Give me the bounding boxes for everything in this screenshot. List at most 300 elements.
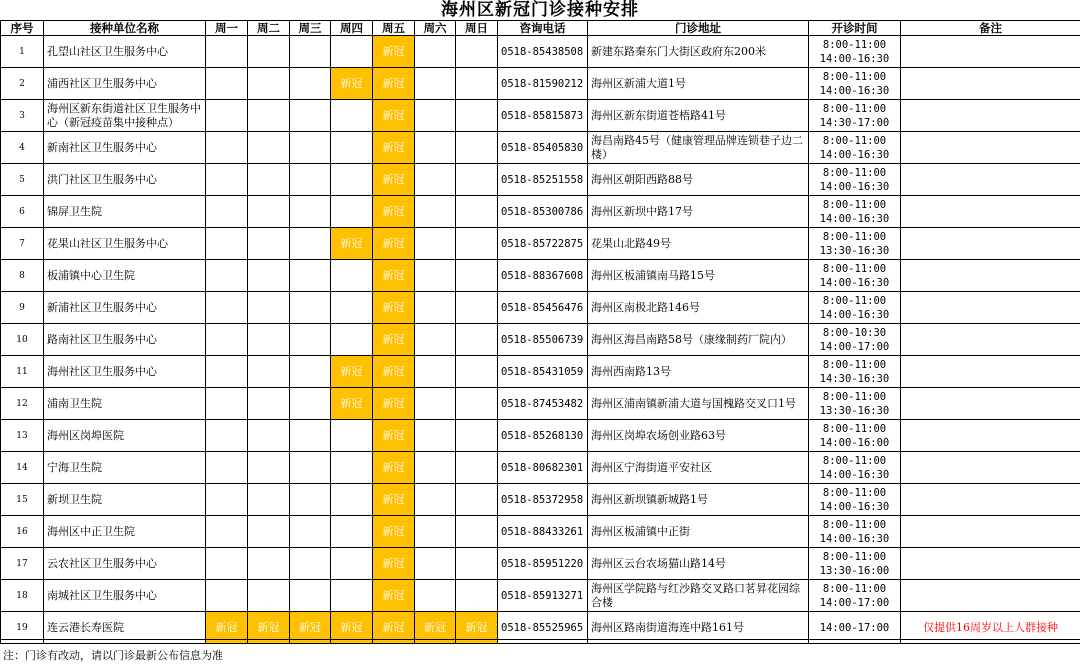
table-row <box>1 68 1080 100</box>
day-cell-wed <box>290 548 331 580</box>
header-name: 接种单位名称 <box>44 21 206 36</box>
phone-number: 0518-85372958 <box>498 484 588 516</box>
day-cell-tue <box>248 132 290 164</box>
day-cell-fri: 新冠 <box>373 36 415 68</box>
table-row <box>1 580 1080 612</box>
remark <box>901 388 1080 420</box>
clinic-name: 海州区新东街道社区卫生服务中心（新冠疫苗集中接种点） <box>44 100 206 132</box>
hours-line: 14:00-16:00 <box>809 436 900 450</box>
phone-number: 0518-85431059 <box>498 356 588 388</box>
phone-number: 0518-85251558 <box>498 164 588 196</box>
clinic-address: 海州区云台农场猫山路14号 <box>588 548 809 580</box>
header-address: 门诊地址 <box>588 21 809 36</box>
day-cell-mon <box>206 132 248 164</box>
page-title: 海州区新冠门诊接种安排 <box>0 0 1080 20</box>
opening-hours <box>809 36 901 68</box>
row-number: 18 <box>1 580 44 612</box>
day-cell-fri: 新冠 <box>373 580 415 612</box>
opening-hours <box>809 100 901 132</box>
day-cell-wed <box>290 100 331 132</box>
day-cell-sun <box>456 356 498 388</box>
day-cell-wed <box>290 196 331 228</box>
day-cell-fri: 新冠 <box>373 612 415 644</box>
clinic-name: 孔望山社区卫生服务中心 <box>44 36 206 68</box>
hours-line: 14:00-16:30 <box>809 180 900 194</box>
table-row <box>1 100 1080 132</box>
day-cell-thu <box>331 36 373 68</box>
day-cell-fri: 新冠 <box>373 228 415 260</box>
day-cell-mon <box>206 164 248 196</box>
phone-number: 0518-85525965 <box>498 612 588 644</box>
phone-number: 0518-88433261 <box>498 516 588 548</box>
clinic-name: 路南社区卫生服务中心 <box>44 324 206 356</box>
day-cell-tue <box>248 420 290 452</box>
day-cell-wed <box>290 292 331 324</box>
day-cell-mon <box>206 356 248 388</box>
day-cell-tue <box>248 228 290 260</box>
day-cell-tue <box>248 484 290 516</box>
day-cell-wed <box>290 516 331 548</box>
remark <box>901 548 1080 580</box>
row-number: 19 <box>1 612 44 644</box>
hours-line: 14:00-17:00 <box>809 340 900 354</box>
clinic-name: 新浦社区卫生服务中心 <box>44 292 206 324</box>
day-cell-sat <box>415 324 456 356</box>
day-cell-mon <box>206 484 248 516</box>
table-row <box>1 388 1080 420</box>
opening-hours <box>809 356 901 388</box>
remark <box>901 292 1080 324</box>
day-cell-fri: 新冠 <box>373 548 415 580</box>
day-cell-sat <box>415 548 456 580</box>
header-note: 备注 <box>901 21 1080 36</box>
remark <box>901 580 1080 612</box>
day-cell-mon <box>206 388 248 420</box>
table-row <box>1 324 1080 356</box>
hours-line: 14:00-16:30 <box>809 532 900 546</box>
day-cell-sun <box>456 452 498 484</box>
hours-line: 8:00-11:00 <box>809 454 900 468</box>
hours-line: 8:00-11:00 <box>809 262 900 276</box>
day-cell-tue <box>248 388 290 420</box>
day-cell-sat <box>415 100 456 132</box>
day-cell-mon <box>206 260 248 292</box>
day-cell-tue: 新冠 <box>248 612 290 644</box>
day-cell-wed <box>290 228 331 260</box>
opening-hours <box>809 196 901 228</box>
hours-line: 8:00-10:30 <box>809 326 900 340</box>
phone-number: 0518-85456476 <box>498 292 588 324</box>
remark <box>901 196 1080 228</box>
day-cell-thu <box>331 484 373 516</box>
table-row <box>1 196 1080 228</box>
clinic-name: 海州社区卫生服务中心 <box>44 356 206 388</box>
day-cell-sun <box>456 388 498 420</box>
day-cell-thu <box>331 196 373 228</box>
day-cell-wed <box>290 356 331 388</box>
day-cell-sat <box>415 420 456 452</box>
day-cell-thu: 新冠 <box>331 68 373 100</box>
day-cell-tue <box>248 36 290 68</box>
day-cell-fri: 新冠 <box>373 452 415 484</box>
remark <box>901 100 1080 132</box>
day-cell-tue <box>248 356 290 388</box>
clinic-name: 锦屏卫生院 <box>44 196 206 228</box>
day-cell-sun <box>456 516 498 548</box>
day-cell-sat <box>415 228 456 260</box>
hours-line: 8:00-11:00 <box>809 390 900 404</box>
clinic-name: 宁海卫生院 <box>44 452 206 484</box>
day-cell-sun <box>456 132 498 164</box>
clinic-name: 新坝卫生院 <box>44 484 206 516</box>
day-cell-mon <box>206 196 248 228</box>
remark <box>901 324 1080 356</box>
hours-line: 13:30-16:30 <box>809 244 900 258</box>
day-cell-tue <box>248 196 290 228</box>
day-cell-thu <box>331 324 373 356</box>
clinic-name: 连云港长寿医院 <box>44 612 206 644</box>
remark <box>901 36 1080 68</box>
day-cell-sat <box>415 292 456 324</box>
day-cell-wed <box>290 484 331 516</box>
day-cell-wed <box>290 388 331 420</box>
day-cell-sun <box>456 68 498 100</box>
phone-number: 0518-88367608 <box>498 260 588 292</box>
day-cell-mon <box>206 292 248 324</box>
day-cell-fri: 新冠 <box>373 484 415 516</box>
header-no: 序号 <box>1 21 44 36</box>
hours-line: 14:00-16:30 <box>809 500 900 514</box>
day-cell-thu <box>331 420 373 452</box>
clinic-address: 海州区岗埠农场创业路63号 <box>588 420 809 452</box>
remark <box>901 484 1080 516</box>
header-phone: 咨询电话 <box>498 21 588 36</box>
hours-line: 8:00-11:00 <box>809 422 900 436</box>
schedule-table <box>0 20 1080 644</box>
opening-hours <box>809 484 901 516</box>
hours-line: 8:00-11:00 <box>809 198 900 212</box>
phone-number: 0518-80682301 <box>498 452 588 484</box>
day-cell-fri: 新冠 <box>373 260 415 292</box>
day-cell-tue <box>248 452 290 484</box>
hours-line: 14:00-16:30 <box>809 148 900 162</box>
clinic-address: 海州西南路13号 <box>588 356 809 388</box>
row-number: 2 <box>1 68 44 100</box>
hours-line: 8:00-11:00 <box>809 518 900 532</box>
header-thu: 周四 <box>331 21 373 36</box>
clinic-address: 海昌南路45号（健康管理品牌连锁巷子边二楼） <box>588 132 809 164</box>
hours-line: 14:00-17:00 <box>809 621 900 635</box>
hours-line: 13:30-16:30 <box>809 404 900 418</box>
clinic-address: 海州区朝阳西路88号 <box>588 164 809 196</box>
hours-line: 8:00-11:00 <box>809 102 900 116</box>
hours-line: 14:30-17:00 <box>809 116 900 130</box>
phone-number: 0518-85405830 <box>498 132 588 164</box>
remark <box>901 420 1080 452</box>
row-number: 13 <box>1 420 44 452</box>
phone-number: 0518-85268130 <box>498 420 588 452</box>
table-row <box>1 164 1080 196</box>
day-cell-mon <box>206 68 248 100</box>
clinic-address: 海州区路南街道海连中路161号 <box>588 612 809 644</box>
hours-line: 8:00-11:00 <box>809 230 900 244</box>
day-cell-thu: 新冠 <box>331 228 373 260</box>
day-cell-sun <box>456 484 498 516</box>
row-number: 12 <box>1 388 44 420</box>
row-number: 10 <box>1 324 44 356</box>
table-row <box>1 420 1080 452</box>
day-cell-sat <box>415 132 456 164</box>
hours-line: 14:00-16:30 <box>809 84 900 98</box>
hours-line: 14:00-16:30 <box>809 52 900 66</box>
day-cell-sun <box>456 420 498 452</box>
day-cell-tue <box>248 260 290 292</box>
day-cell-fri: 新冠 <box>373 100 415 132</box>
opening-hours <box>809 260 901 292</box>
day-cell-thu <box>331 164 373 196</box>
day-cell-wed <box>290 324 331 356</box>
phone-number: 0518-87453482 <box>498 388 588 420</box>
hours-line: 14:00-16:30 <box>809 468 900 482</box>
day-cell-wed <box>290 260 331 292</box>
row-number: 1 <box>1 36 44 68</box>
hours-line: 8:00-11:00 <box>809 294 900 308</box>
day-cell-thu <box>331 580 373 612</box>
header-fri: 周五 <box>373 21 415 36</box>
day-cell-sun: 新冠 <box>456 612 498 644</box>
opening-hours <box>809 132 901 164</box>
day-cell-sat <box>415 356 456 388</box>
table-row <box>1 292 1080 324</box>
day-cell-fri: 新冠 <box>373 420 415 452</box>
opening-hours <box>809 420 901 452</box>
day-cell-fri: 新冠 <box>373 196 415 228</box>
day-cell-mon <box>206 36 248 68</box>
clinic-address: 海州区板浦镇南马路15号 <box>588 260 809 292</box>
header-mon: 周一 <box>206 21 248 36</box>
row-number: 16 <box>1 516 44 548</box>
row-number: 3 <box>1 100 44 132</box>
day-cell-thu <box>331 100 373 132</box>
opening-hours <box>809 68 901 100</box>
remark <box>901 516 1080 548</box>
table-row <box>1 452 1080 484</box>
day-cell-mon <box>206 452 248 484</box>
day-cell-wed <box>290 164 331 196</box>
row-number: 8 <box>1 260 44 292</box>
day-cell-mon <box>206 228 248 260</box>
day-cell-sat <box>415 164 456 196</box>
day-cell-wed <box>290 420 331 452</box>
opening-hours <box>809 452 901 484</box>
table-row <box>1 356 1080 388</box>
phone-number: 0518-85506739 <box>498 324 588 356</box>
table-row <box>1 516 1080 548</box>
opening-hours <box>809 324 901 356</box>
hours-line: 14:00-16:30 <box>809 276 900 290</box>
clinic-address: 海州区海昌南路58号（康缘制药厂院内） <box>588 324 809 356</box>
hours-line: 14:00-17:00 <box>809 596 900 610</box>
clinic-name: 板浦镇中心卫生院 <box>44 260 206 292</box>
phone-number: 0518-85815873 <box>498 100 588 132</box>
day-cell-mon <box>206 100 248 132</box>
day-cell-tue <box>248 68 290 100</box>
day-cell-sat <box>415 452 456 484</box>
day-cell-sat <box>415 196 456 228</box>
clinic-address: 花果山北路49号 <box>588 228 809 260</box>
clinic-address: 海州区宁海街道平安社区 <box>588 452 809 484</box>
day-cell-mon <box>206 420 248 452</box>
day-cell-wed <box>290 132 331 164</box>
clinic-address: 海州区新东街道苍梧路41号 <box>588 100 809 132</box>
day-cell-thu <box>331 516 373 548</box>
table-row <box>1 228 1080 260</box>
day-cell-sun <box>456 324 498 356</box>
remark: 仅提供16周岁以上人群接种 <box>901 612 1080 644</box>
footer-note: 注：门诊有改动，请以门诊最新公布信息为准 <box>0 639 1080 671</box>
clinic-address: 海州区学院路与红沙路交叉路口茗昇花园综合楼 <box>588 580 809 612</box>
opening-hours <box>809 516 901 548</box>
hours-line: 14:00-16:30 <box>809 308 900 322</box>
header-hours: 开诊时间 <box>809 21 901 36</box>
day-cell-thu <box>331 260 373 292</box>
row-number: 14 <box>1 452 44 484</box>
day-cell-sat <box>415 36 456 68</box>
remark <box>901 452 1080 484</box>
day-cell-fri: 新冠 <box>373 516 415 548</box>
day-cell-thu <box>331 292 373 324</box>
day-cell-tue <box>248 548 290 580</box>
clinic-name: 海州区岗埠医院 <box>44 420 206 452</box>
header-tue: 周二 <box>248 21 290 36</box>
remark <box>901 68 1080 100</box>
day-cell-thu <box>331 452 373 484</box>
remark <box>901 260 1080 292</box>
table-row <box>1 36 1080 68</box>
day-cell-wed: 新冠 <box>290 612 331 644</box>
remark <box>901 132 1080 164</box>
header-sat: 周六 <box>415 21 456 36</box>
table-row <box>1 548 1080 580</box>
day-cell-fri: 新冠 <box>373 292 415 324</box>
hours-line: 8:00-11:00 <box>809 582 900 596</box>
table-body <box>1 36 1080 644</box>
clinic-name: 海州区中正卫生院 <box>44 516 206 548</box>
day-cell-sat: 新冠 <box>415 612 456 644</box>
day-cell-sat <box>415 516 456 548</box>
row-number: 11 <box>1 356 44 388</box>
header-row <box>1 21 1080 36</box>
clinic-name: 浦西社区卫生服务中心 <box>44 68 206 100</box>
phone-number: 0518-85951220 <box>498 548 588 580</box>
day-cell-tue <box>248 516 290 548</box>
opening-hours <box>809 580 901 612</box>
day-cell-fri: 新冠 <box>373 164 415 196</box>
clinic-name: 浦南卫生院 <box>44 388 206 420</box>
day-cell-sun <box>456 196 498 228</box>
day-cell-mon <box>206 580 248 612</box>
day-cell-fri: 新冠 <box>373 356 415 388</box>
day-cell-mon <box>206 324 248 356</box>
clinic-name: 洪门社区卫生服务中心 <box>44 164 206 196</box>
clinic-name: 云农社区卫生服务中心 <box>44 548 206 580</box>
remark <box>901 228 1080 260</box>
hours-line: 8:00-11:00 <box>809 358 900 372</box>
day-cell-sun <box>456 260 498 292</box>
opening-hours <box>809 228 901 260</box>
day-cell-mon <box>206 548 248 580</box>
opening-hours <box>809 548 901 580</box>
phone-number: 0518-85300786 <box>498 196 588 228</box>
clinic-name: 南城社区卫生服务中心 <box>44 580 206 612</box>
remark <box>901 164 1080 196</box>
day-cell-thu: 新冠 <box>331 612 373 644</box>
hours-line: 8:00-11:00 <box>809 134 900 148</box>
hours-line: 8:00-11:00 <box>809 166 900 180</box>
hours-line: 8:00-11:00 <box>809 486 900 500</box>
hours-line: 14:30-16:30 <box>809 372 900 386</box>
day-cell-sun <box>456 292 498 324</box>
hours-line: 13:30-16:00 <box>809 564 900 578</box>
row-number: 15 <box>1 484 44 516</box>
row-number: 5 <box>1 164 44 196</box>
day-cell-tue <box>248 580 290 612</box>
row-number: 6 <box>1 196 44 228</box>
clinic-name: 花果山社区卫生服务中心 <box>44 228 206 260</box>
day-cell-sun <box>456 164 498 196</box>
row-number: 7 <box>1 228 44 260</box>
clinic-address: 海州区新坝镇新城路1号 <box>588 484 809 516</box>
day-cell-sat <box>415 484 456 516</box>
remark <box>901 356 1080 388</box>
day-cell-thu <box>331 132 373 164</box>
day-cell-wed <box>290 452 331 484</box>
row-number: 17 <box>1 548 44 580</box>
day-cell-fri: 新冠 <box>373 388 415 420</box>
clinic-address: 海州区新浦大道1号 <box>588 68 809 100</box>
day-cell-sun <box>456 36 498 68</box>
day-cell-fri: 新冠 <box>373 324 415 356</box>
day-cell-fri: 新冠 <box>373 132 415 164</box>
row-number: 9 <box>1 292 44 324</box>
day-cell-thu: 新冠 <box>331 356 373 388</box>
opening-hours <box>809 292 901 324</box>
day-cell-wed <box>290 68 331 100</box>
day-cell-mon: 新冠 <box>206 612 248 644</box>
clinic-address: 新建东路秦东门大街区政府东200米 <box>588 36 809 68</box>
day-cell-tue <box>248 164 290 196</box>
opening-hours <box>809 164 901 196</box>
day-cell-sun <box>456 548 498 580</box>
phone-number: 0518-85438508 <box>498 36 588 68</box>
hours-line: 14:00-16:30 <box>809 212 900 226</box>
day-cell-sun <box>456 228 498 260</box>
day-cell-tue <box>248 292 290 324</box>
day-cell-sat <box>415 68 456 100</box>
phone-number: 0518-85913271 <box>498 580 588 612</box>
day-cell-sun <box>456 100 498 132</box>
day-cell-mon <box>206 516 248 548</box>
phone-number: 0518-85722875 <box>498 228 588 260</box>
table-row <box>1 132 1080 164</box>
day-cell-sat <box>415 580 456 612</box>
clinic-address: 海州区新坝中路17号 <box>588 196 809 228</box>
clinic-address: 海州区浦南镇新浦大道与国槐路交叉口1号 <box>588 388 809 420</box>
header-sun: 周日 <box>456 21 498 36</box>
day-cell-sat <box>415 388 456 420</box>
day-cell-fri: 新冠 <box>373 68 415 100</box>
day-cell-tue <box>248 100 290 132</box>
